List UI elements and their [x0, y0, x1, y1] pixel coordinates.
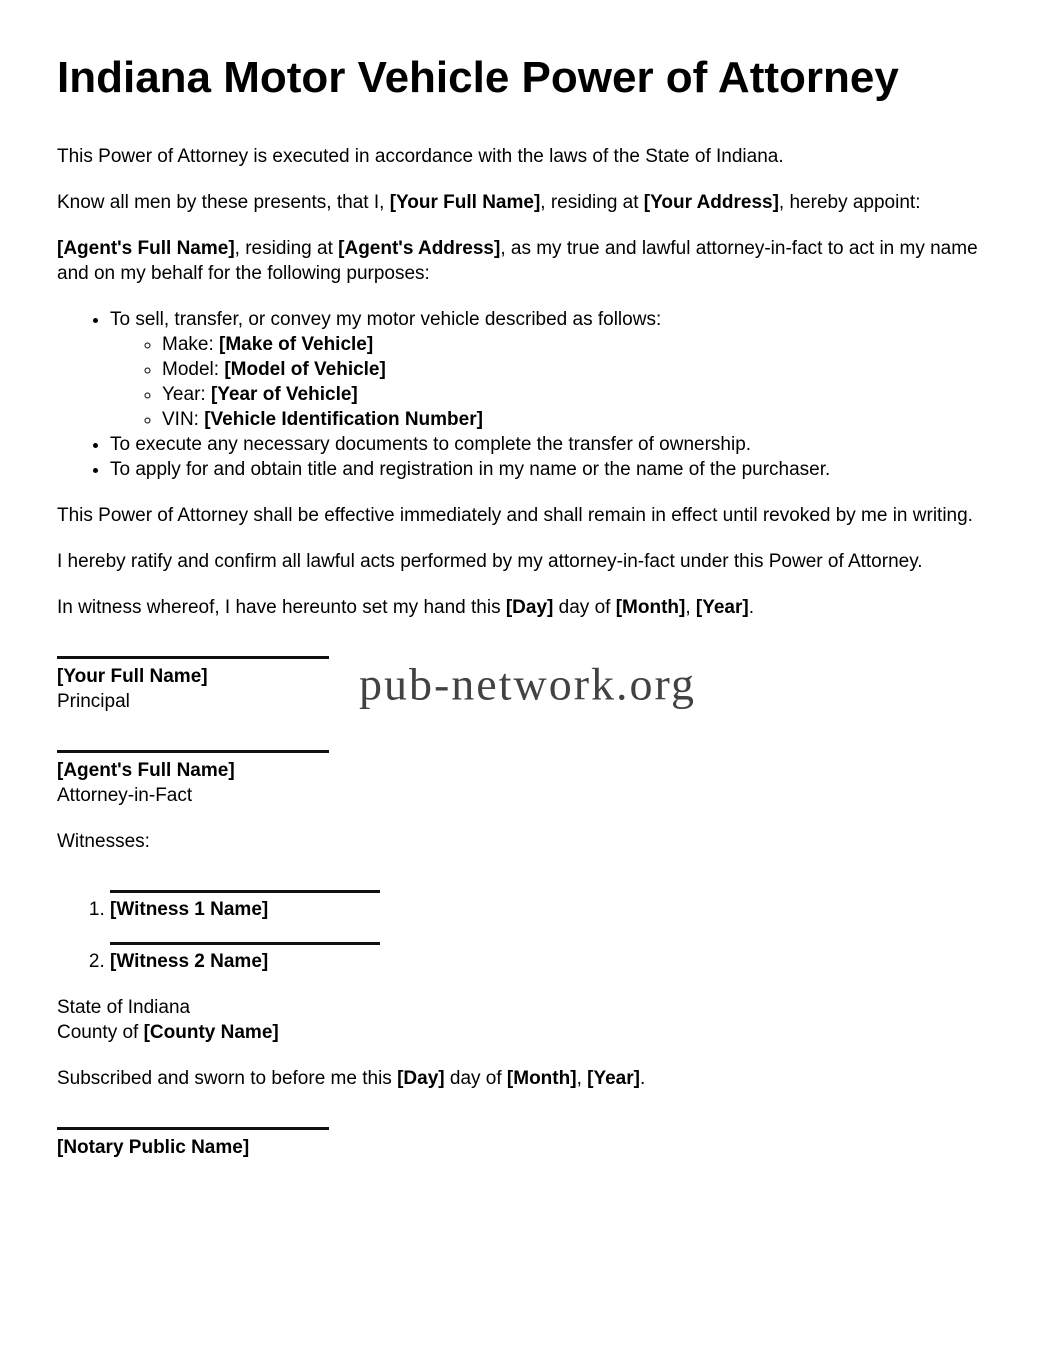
vehicle-year-item: ◦ Year: [Year of Vehicle] — [162, 382, 992, 407]
witness-1-signature-line — [110, 875, 380, 893]
vehicle-details-list — [110, 332, 992, 432]
witness-1-name: 1. [Witness 1 Name] — [110, 899, 269, 920]
power-item-sell — [110, 307, 992, 432]
document-title: Indiana Motor Vehicle Power of Attorney — [57, 53, 899, 102]
agent-role: Attorney-in-Fact — [57, 785, 193, 806]
witnesses-list — [57, 875, 992, 974]
power-item-execute: • To execute any necessary documents to complete the transfer of ownership. — [110, 432, 992, 457]
notary-name: [Notary Public Name] — [57, 1137, 250, 1158]
in-witness-paragraph: In witness whereof, I have hereunto set my hand this [Day] day of [Month], [Year]. — [57, 597, 754, 618]
appointment-paragraph: Know all men by these presents, that I, [Your Full Name], residing at [Your Address], hereby appoint: — [57, 192, 921, 213]
county-line: County of [County Name] — [57, 1022, 279, 1043]
vehicle-make-item: ◦ Make: [Make of Vehicle] — [162, 332, 992, 357]
agent-appointment-paragraph: [Agent's Full Name], residing at [Agent's Address], as my true and lawful attorney-in-fact to act in my name and on my behalf for the following purposes: — [57, 238, 978, 284]
powers-list — [57, 307, 992, 482]
state-line: State of Indiana — [57, 997, 191, 1018]
effectiveness-paragraph: This Power of Attorney shall be effective immediately and shall remain in effect until revoked by me in writing. — [57, 505, 973, 526]
agent-signature-block — [57, 750, 992, 808]
jurisdiction-block — [57, 995, 992, 1045]
power-item-apply: • To apply for and obtain title and registration in my name or the name of the purchaser. — [110, 457, 920, 482]
witness-2-name: 2. [Witness 2 Name] — [110, 951, 269, 972]
notary-signature-block — [57, 1127, 992, 1160]
principal-signature-block — [57, 656, 992, 714]
principal-role: Principal — [57, 691, 130, 712]
principal-name: [Your Full Name] — [57, 666, 208, 687]
agent-name: [Agent's Full Name] — [57, 760, 235, 781]
vehicle-vin-item: ◦ VIN: [Vehicle Identification Number] — [162, 407, 992, 432]
notary-signature-line — [57, 1127, 329, 1130]
watermark: pub-network.org — [358, 658, 697, 710]
intro-paragraph: This Power of Attorney is executed in accordance with the laws of the State of Indiana. — [57, 146, 784, 167]
witness-item-2 — [110, 927, 992, 974]
vehicle-model-item: ◦ Model: [Model of Vehicle] — [162, 357, 992, 382]
witness-2-signature-line — [110, 927, 380, 945]
subscribed-paragraph: Subscribed and sworn to before me this [Day] day of [Month], [Year]. — [57, 1068, 646, 1089]
principal-signature-line — [57, 656, 329, 659]
witnesses-label: Witnesses: — [57, 831, 150, 852]
agent-signature-line — [57, 750, 329, 753]
ratification-paragraph: I hereby ratify and confirm all lawful acts performed by my attorney-in-fact under this Power of Attorney. — [57, 551, 923, 572]
witness-item-1 — [110, 875, 992, 922]
power-item-sell-text: To sell, transfer, or convey my motor vehicle described as follows: — [110, 309, 662, 330]
